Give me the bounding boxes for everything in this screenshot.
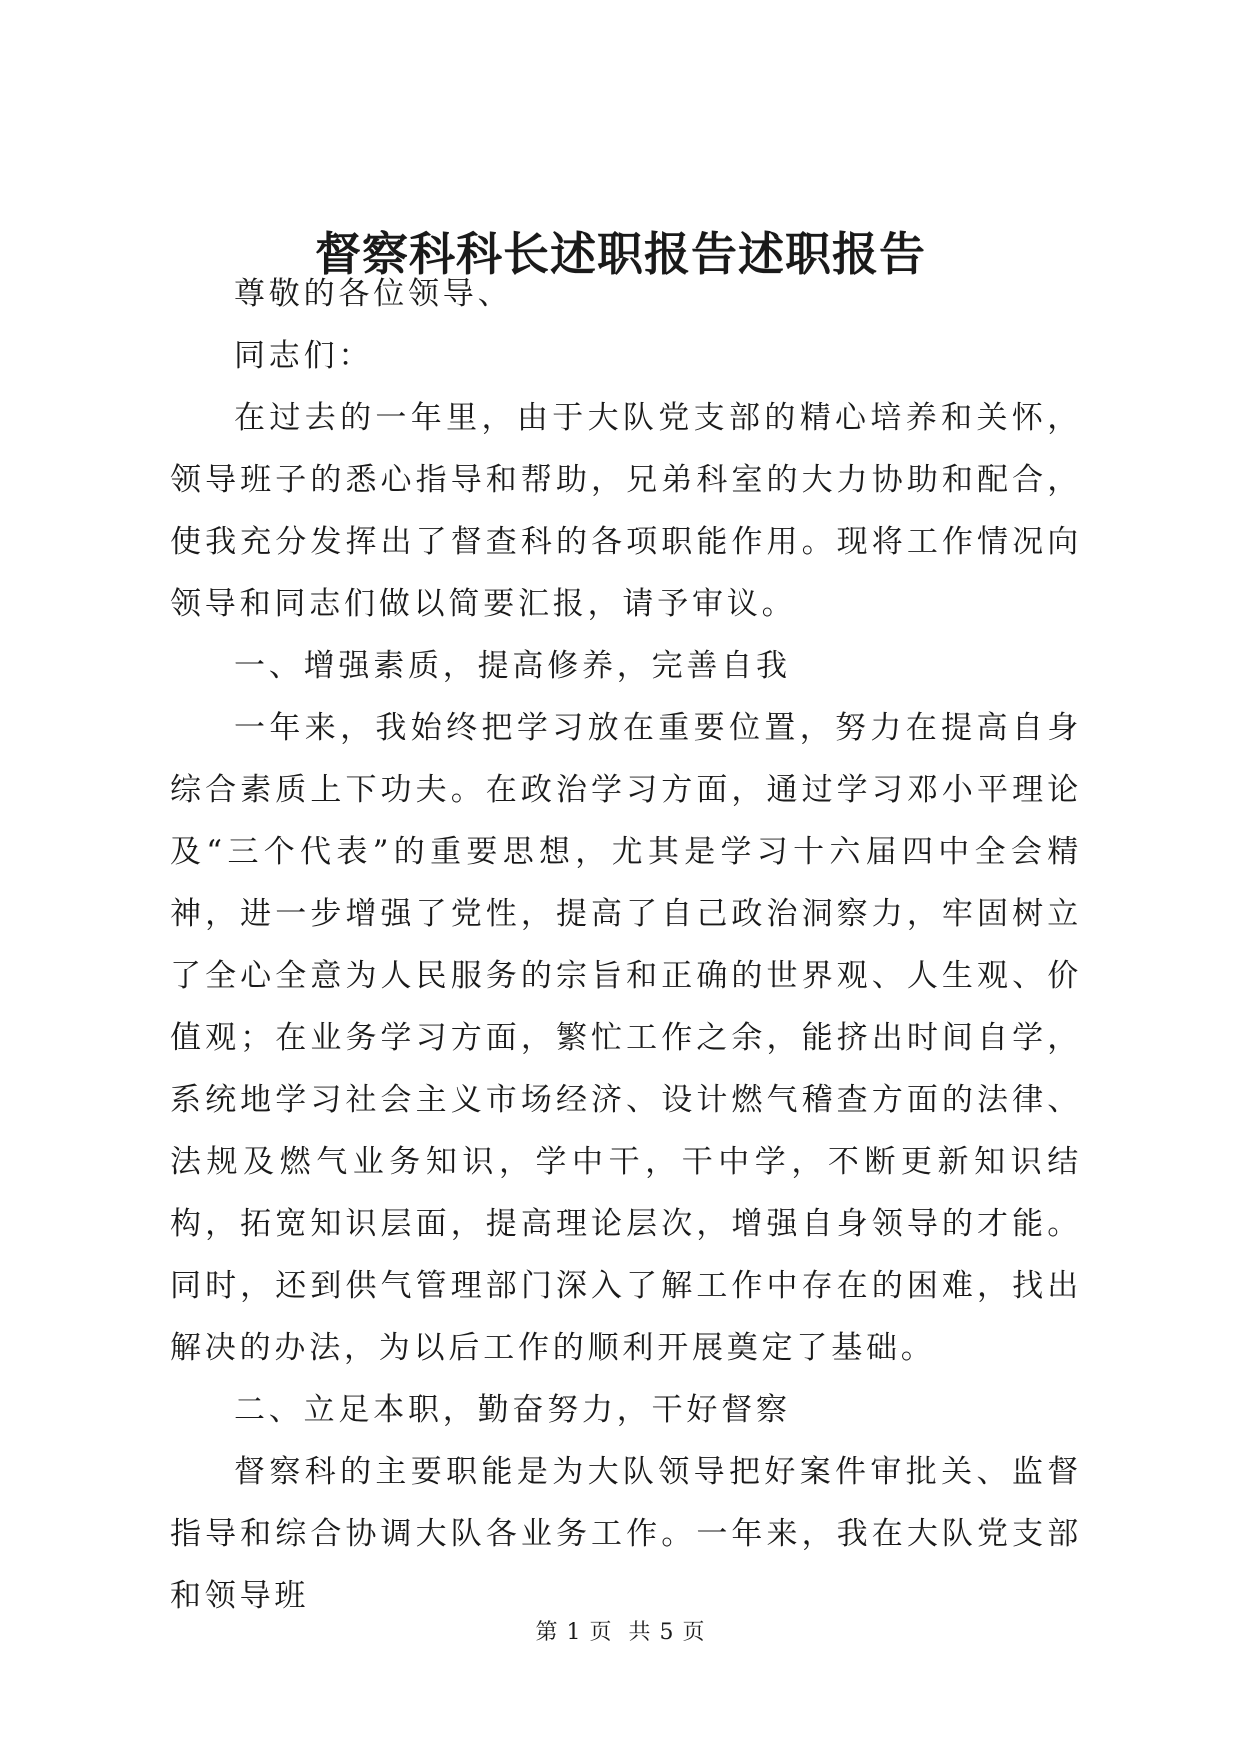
section-2-paragraph: 督察科的主要职能是为大队领导把好案件审批关、监督指导和综合协调大队各业务工作。一年来，我在大队党支部和领导班 (170, 1454, 1082, 1614)
section-heading-2: 二、立足本职，勤奋努力，干好督察 (234, 1392, 791, 1428)
document-title: 督察科科长述职报告述职报告 (315, 227, 926, 281)
salutation-line-2: 同志们： (234, 338, 374, 374)
page-number: 第 1 页 共 5 页 (535, 1620, 706, 1645)
section-heading-1: 一、增强素质，提高修养，完善自我 (234, 648, 791, 684)
section-1-paragraph: 一年来，我始终把学习放在重要位置，努力在提高自身综合素质上下功夫。在政治学习方面，通过学习邓小平理论及“三个代表”的重要思想，尤其是学习十六届四中全会精神，进一步增强了党性，提高了自己政治洞察力，牢固树立了全心全意为人民服务的宗旨和正确的世界观、人生观、价值观；在业务学习方面，繁忙工作之余，能挤出时间自学，系统地学习社会主义市场经济、设计燃气稽查方面的法律、法规及燃气业务知识，学中干，干中学，不断更新知识结构，拓宽知识层面，提高理论层次，增强自身领导的才能。同时，还到供气管理部门深入了解工作中存在的困难，找出解决的办法，为以后工作的顺利开展奠定了基础。 (170, 710, 1082, 1366)
document-body (170, 263, 1082, 1627)
page-footer (0, 1618, 1241, 1648)
intro-paragraph: 在过去的一年里，由于大队党支部的精心培养和关怀，领导班子的悉心指导和帮助，兄弟科室的大力协助和配合，使我充分发挥出了督查科的各项职能作用。现将工作情况向领导和同志们做以简要汇报，请予审议。 (170, 400, 1082, 622)
salutation-line-1: 尊敬的各位领导、 (234, 276, 513, 312)
